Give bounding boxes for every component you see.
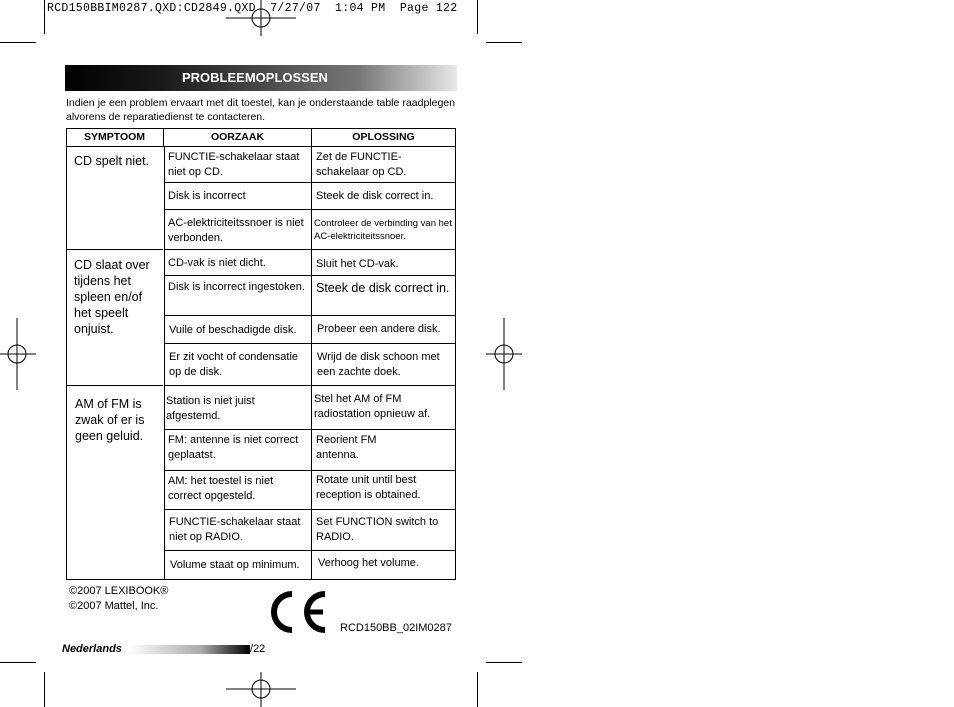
copyright-lexibook: ©2007 LEXIBOOK® xyxy=(69,585,169,597)
solution-cell: Wrijd de disk schoon met een zachte doek. xyxy=(317,351,440,378)
symptom-weak-radio: AM of FM is zwak of er is geen geluid. xyxy=(75,397,145,443)
registration-mark-bottom-icon xyxy=(226,672,296,707)
copyright-block xyxy=(69,584,168,613)
copyright-mattel: ©2007 Mattel, Inc. xyxy=(69,599,159,612)
cause-cell: FUNCTIE-schakelaar staat niet op RADIO. xyxy=(169,516,301,543)
registration-mark-right-icon xyxy=(486,318,522,390)
solution-cell: Steek de disk correct in. xyxy=(316,281,450,295)
cause-cell: AC-elektriciteitssnoer is niet verbonden. xyxy=(168,217,304,244)
cause-cell: FUNCTIE-schakelaar staat niet op CD. xyxy=(168,151,300,178)
solution-cell: Rotate unit until best reception is obtained. xyxy=(316,474,421,501)
cause-cell: Station is niet juist afgestemd. xyxy=(166,395,255,422)
header-cause: OORZAAK xyxy=(210,131,265,143)
ce-mark-icon xyxy=(270,590,330,634)
footer-language: Nederlands xyxy=(62,643,122,655)
footer-gradient-bar xyxy=(128,645,250,654)
cause-cell: Disk is incorrect xyxy=(168,190,246,202)
solution-cell: Stel het AM of FM radiostation opnieuw af. xyxy=(314,393,431,420)
section-title-banner xyxy=(65,65,457,91)
cause-cell: Volume staat op minimum. xyxy=(170,559,300,571)
header-symptom: SYMPTOOM xyxy=(83,131,146,143)
symptom-cd-skipping: CD slaat over tijdens het spleen en/of het speelt onjuist. xyxy=(74,258,150,336)
solution-cell: Controleer de verbinding van het AC-elektriciteitssnoer. xyxy=(314,218,452,242)
print-slug: RCD150BBIM0287.QXD:CD2849.QXD 7/27/07 1:04 PM Page 122 xyxy=(47,2,458,15)
model-code: RCD150BB_02IM0287 xyxy=(340,622,452,634)
solution-cell: Set FUNCTION switch to RADIO. xyxy=(316,516,439,543)
page-number: /22 xyxy=(250,643,266,655)
registration-mark-top-icon xyxy=(226,0,296,36)
solution-cell: Verhoog het volume. xyxy=(318,557,419,569)
cause-cell: Er zit vocht of condensatie op de disk. xyxy=(169,351,299,378)
page-title: PROBLEEMOPLOSSEN xyxy=(182,70,328,85)
solution-cell: Zet de FUNCTIE-schakelaar op CD. xyxy=(316,151,407,178)
solution-cell: Probeer een andere disk. xyxy=(317,323,441,335)
header-solution: OPLOSSING xyxy=(352,131,415,143)
solution-cell: Reorient FM antenna. xyxy=(316,434,377,461)
solution-cell: Steek de disk correct in. xyxy=(316,190,434,202)
cause-cell: Disk is incorrect ingestoken. xyxy=(168,281,305,293)
cause-cell: AM: het toestel is niet correct opgesteld. xyxy=(168,475,274,502)
intro-paragraph: Indien je een problem ervaart met dit toestel, kan je onderstaande table raadplegen alvorens de reparatiedienst te contacteren. xyxy=(66,97,455,123)
troubleshooting-table xyxy=(66,128,456,580)
solution-cell: Sluit het CD-vak. xyxy=(316,258,399,270)
cause-cell: CD-vak is niet dicht. xyxy=(168,257,266,269)
registration-mark-left-icon xyxy=(0,318,36,390)
cause-cell: Vuile of beschadigde disk. xyxy=(169,324,297,336)
cause-cell: FM: antenne is niet correct geplaatst. xyxy=(168,434,299,461)
symptom-cd-not-playing: CD spelt niet. xyxy=(74,154,150,168)
